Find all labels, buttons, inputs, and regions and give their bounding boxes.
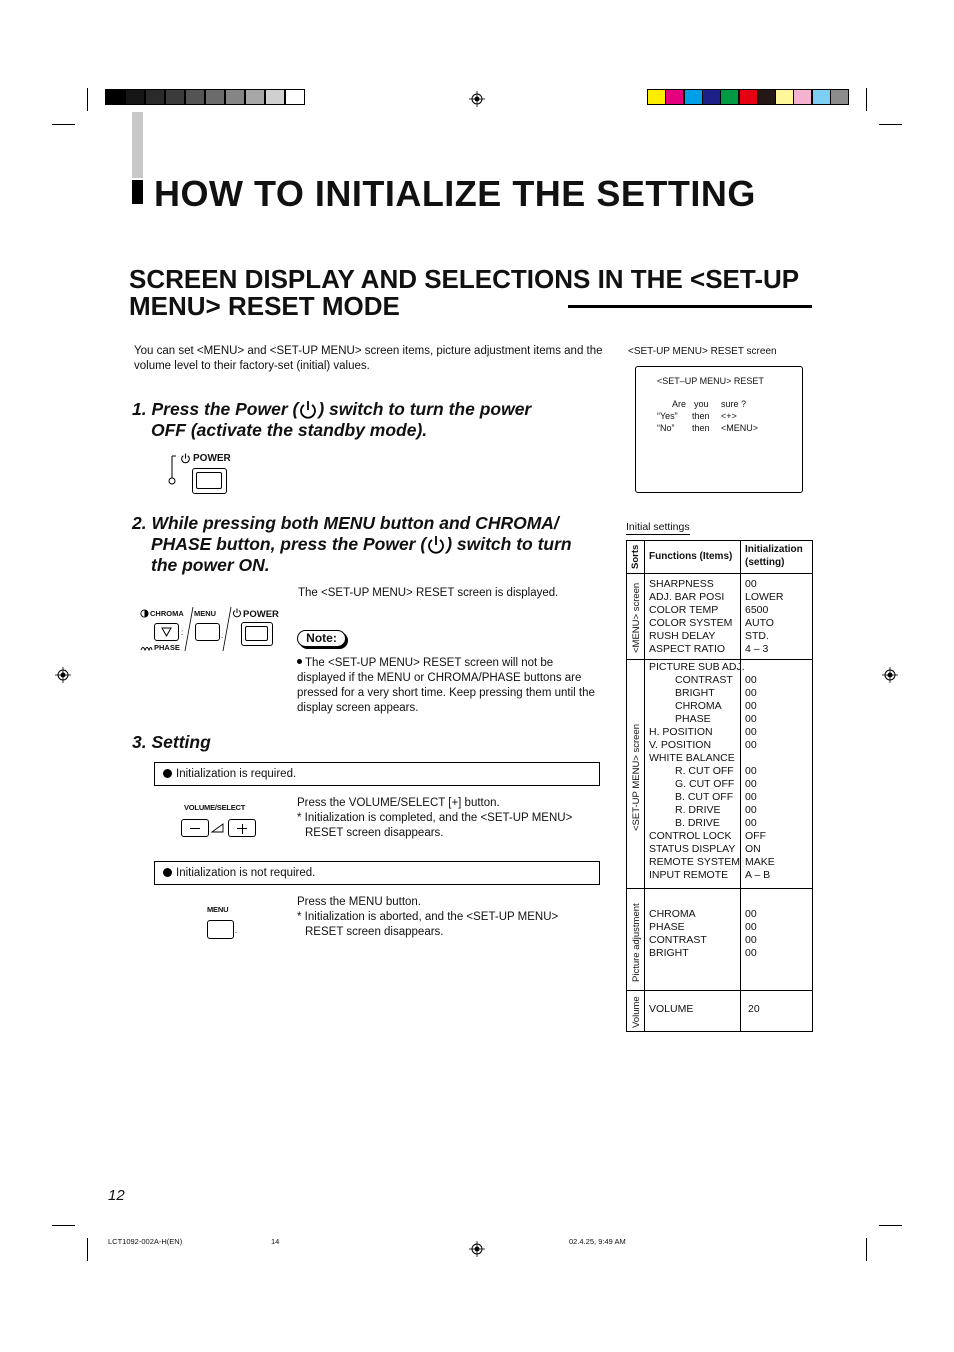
page-number: 12 (108, 1187, 125, 1204)
phase-icon (140, 644, 153, 652)
screen-text: then (692, 423, 710, 433)
intro-text: You can set <MENU> and <SET-UP MENU> screen items, picture adjustment items and the volume level to their factory-set (initial) values. (134, 345, 603, 372)
table-function-cell: CONTRAST (675, 674, 733, 686)
table-function-cell: BRIGHT (649, 947, 689, 959)
table-value-cell: 00 (745, 578, 757, 590)
table-function-cell: G. CUT OFF (675, 778, 735, 790)
table-value-cell: STD. (745, 630, 769, 642)
gray-swatch (125, 89, 145, 105)
power-button[interactable] (192, 468, 227, 494)
triangle-down-icon (161, 627, 172, 637)
color-swatch (830, 89, 849, 105)
bullet-icon (163, 868, 172, 877)
power-button-label: POWER (193, 453, 231, 464)
table-function-cell: V. POSITION (649, 739, 712, 751)
registration-mark-icon (469, 91, 485, 107)
initialization-required-bar: Initialization is required. (154, 762, 600, 786)
table-function-cell: PICTURE SUB ADJ. (649, 661, 745, 673)
color-swatch (757, 89, 776, 105)
table-function-cell: R. DRIVE (675, 804, 721, 816)
screen-text: then (692, 411, 710, 421)
chroma-icon (140, 609, 149, 618)
table-value-cell: 00 (745, 908, 757, 920)
gray-swatch (165, 89, 185, 105)
footer-code: LCT1092-002A-H(EN) (108, 1237, 183, 1246)
screen-text: sure ? (721, 399, 747, 409)
table-function-cell: SHARPNESS (649, 578, 714, 590)
table-function-cell: PHASE (649, 921, 685, 933)
volume-minus-button[interactable] (181, 819, 209, 837)
registration-mark-icon (882, 667, 898, 683)
table-sort-label: Picture adjustment (631, 903, 642, 982)
volume-select-label: VOLUME/SELECT (184, 803, 246, 812)
table-function-cell: BRIGHT (675, 687, 715, 699)
color-swatch (720, 89, 739, 105)
table-function-cell: B. CUT OFF (675, 791, 734, 803)
gray-swatch (185, 89, 205, 105)
table-function-cell: COLOR TEMP (649, 604, 719, 616)
table-function-cell: ADJ. BAR POSI (649, 591, 725, 603)
table-value-cell: 00 (745, 778, 757, 790)
phase-label: PHASE (154, 643, 180, 652)
table-function-cell: WHITE BALANCE (649, 752, 735, 764)
screen-text: <+> (721, 411, 737, 421)
table-function-cell: CHROMA (649, 908, 696, 920)
table-sort-label: <MENU> screen (631, 582, 642, 653)
table-function-cell: INPUT REMOTE (649, 869, 729, 881)
step-1-heading: 1. Press the Power ( ) switch to turn the power OFF (activate the standby mode). (132, 399, 532, 441)
step-2-result-text: The <SET-UP MENU> RESET screen is displayed. (298, 587, 559, 599)
gray-swatch (285, 89, 305, 105)
screen-text: you (694, 399, 709, 409)
table-value-cell: 00 (745, 921, 757, 933)
table-value-cell: ON (745, 843, 761, 855)
table-value-cell: OFF (745, 830, 766, 842)
menu-label-2: MENU (207, 905, 229, 914)
table-value-cell: 00 (745, 687, 757, 699)
section-title-rule (568, 305, 812, 308)
volume-plus-button[interactable] (228, 819, 256, 837)
screen-text: “No” (657, 423, 675, 433)
table-value-cell: 00 (745, 726, 757, 738)
reset-screen-illustration (635, 366, 803, 493)
color-swatch (775, 89, 794, 105)
color-swatch (812, 89, 831, 105)
section-black-bar (132, 180, 143, 204)
column-header-sorts: Sorts (630, 544, 641, 569)
screen-text: “Yes” (657, 411, 678, 421)
table-function-cell: ASPECT RATIO (649, 643, 726, 655)
gray-swatch (145, 89, 165, 105)
table-value-cell: A – B (745, 869, 771, 881)
table-function-cell: CHROMA (675, 700, 722, 712)
power-symbol-icon (426, 535, 446, 555)
initialization-required-text: Press the VOLUME/SELECT [+] button. * Initialization is completed, and the <SET-UP MENU> RESET screen disappears. (297, 797, 573, 839)
initial-settings-table (626, 540, 813, 1032)
table-function-cell: CONTROL LOCK (649, 830, 732, 842)
table-function-cell: COLOR SYSTEM (649, 617, 733, 629)
bullet-icon (297, 659, 302, 664)
table-value-cell: 00 (745, 700, 757, 712)
gray-swatch (105, 89, 125, 105)
table-function-cell: REMOTE SYSTEM (649, 856, 741, 868)
table-caption: Initial settings (626, 521, 690, 533)
color-swatch (739, 89, 758, 105)
registration-mark-icon (55, 667, 71, 683)
power-label-2: POWER (243, 609, 279, 620)
table-function-cell: B. DRIVE (675, 817, 720, 829)
table-value-cell: 00 (745, 713, 757, 725)
table-sort-label: <SET-UP MENU> screen (631, 723, 642, 831)
section-gray-bar (132, 112, 143, 178)
page-title: HOW TO INITIALIZE THE SETTING (154, 173, 756, 214)
table-function-cell: RUSH DELAY (649, 630, 716, 642)
table-value-cell: AUTO (745, 617, 774, 629)
menu-button-2[interactable] (207, 920, 234, 939)
footer-page: 14 (271, 1237, 280, 1246)
table-function-cell: VOLUME (649, 1003, 694, 1015)
gray-swatch (205, 89, 225, 105)
table-function-cell: H. POSITION (649, 726, 713, 738)
menu-label: MENU (194, 609, 217, 618)
table-sort-label: Volume (631, 996, 642, 1028)
column-header-initialization: Initialization (setting) (745, 544, 803, 568)
table-function-cell: PHASE (675, 713, 711, 725)
table-value-cell: 6500 (745, 604, 769, 616)
table-value-cell: LOWER (745, 591, 784, 603)
screen-text: Are (672, 399, 687, 409)
note-label: Note: (297, 630, 346, 647)
footer-date: 02.4.25, 9:49 AM (569, 1237, 626, 1246)
step-2-heading: 2. While pressing both MENU button and CHROMA/ PHASE button, press the Power ( ) switch to turn the power ON. (132, 513, 572, 576)
step-3-heading: 3. Setting (132, 732, 211, 752)
note-text: The <SET-UP MENU> RESET screen will not be displayed if the MENU or CHROMA/PHASE buttons are pressed for a very short time. Keep pressing them until the display screen appears. (297, 657, 595, 714)
chroma-label: CHROMA (150, 609, 184, 618)
table-value-cell: 00 (745, 804, 757, 816)
chroma-phase-button[interactable] (154, 623, 179, 641)
power-symbol-icon (232, 608, 242, 618)
screen-text: <MENU> (721, 423, 759, 433)
bullet-icon (163, 769, 172, 778)
table-function-cell: R. CUT OFF (675, 765, 734, 777)
table-value-cell: 00 (745, 817, 757, 829)
initialization-not-required-text: Press the MENU button. * Initialization is aborted, and the <SET-UP MENU> RESET screen disappears. (297, 896, 559, 938)
reset-screen-header: <SET–UP MENU> RESET (657, 376, 764, 386)
gray-swatch (245, 89, 265, 105)
table-function-cell: CONTRAST (649, 934, 707, 946)
press-together-lines (183, 605, 233, 653)
screen-caption: <SET-UP MENU> RESET screen (628, 346, 777, 357)
column-header-functions: Functions (Items) (649, 551, 733, 562)
power-button-2[interactable] (241, 622, 273, 646)
section-title: SCREEN DISPLAY AND SELECTIONS IN THE <SET-UP MENU> RESET MODE (129, 264, 799, 321)
power-symbol-icon (298, 400, 318, 420)
table-function-cell: STATUS DISPLAY (649, 843, 736, 855)
table-value-cell: 00 (745, 934, 757, 946)
table-value-cell: 00 (745, 674, 757, 686)
color-swatch (665, 89, 684, 105)
registration-mark-icon (469, 1241, 485, 1257)
color-swatch (647, 89, 666, 105)
table-value-cell: 4 – 3 (745, 643, 769, 655)
table-value-cell: MAKE (745, 856, 775, 868)
gray-swatch (265, 89, 285, 105)
color-swatch (793, 89, 812, 105)
table-value-cell: 00 (745, 739, 757, 751)
table-value-cell: 00 (745, 765, 757, 777)
table-value-cell: 20 (748, 1003, 760, 1015)
color-swatch (684, 89, 703, 105)
initialization-not-required-bar: Initialization is not required. (154, 861, 600, 885)
color-swatch (702, 89, 721, 105)
table-value-cell: 00 (745, 947, 757, 959)
volume-wedge-icon (211, 822, 225, 834)
table-value-cell: 00 (745, 791, 757, 803)
power-symbol-icon (180, 453, 191, 464)
gray-swatch (225, 89, 245, 105)
